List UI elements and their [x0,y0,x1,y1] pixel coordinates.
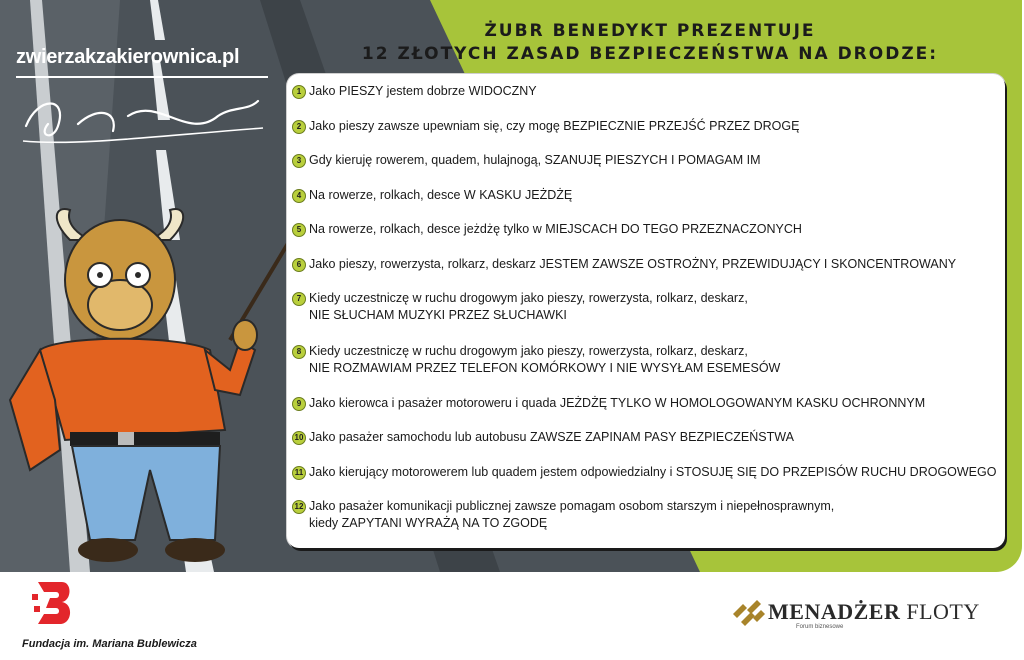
brand-name-bold: MENADŻER [768,599,901,624]
signature [18,86,268,156]
rule-number-badge: 3 [292,154,306,168]
rule-text: Jako kierowca i pasażer motoroweru i quada JEŻDŻĘ TYLKO W HOMOLOGOWANYM KASKU OCHRONNYM [309,396,926,410]
rule-text: Jako pieszy, rowerzysta, rolkarz, deskarz JESTEM ZAWSZE OSTROŻNY, PRZEWIDUJĄCY I SKONCENTROWANY [309,257,957,271]
rule-text: Gdy kieruję rowerem, quadem, hulajnogą, SZANUJĘ PIESZYCH I POMAGAM IM [309,153,761,167]
rule-text-line-2: NIE ROZMAWIAM PRZEZ TELEFON KOMÓRKOWY I NIE WYSYŁAM ESEMESÓW [309,361,781,375]
rule-text: Jako pasażer samochodu lub autobusu ZAWSZE ZAPINAM PASY BEZPIECZEŃSTWA [309,430,794,444]
rule-text-line-2: kiedy ZAPYTANI WYRAŻĄ NA TO ZGODĘ [309,516,548,530]
foundation-name: Fundacja im. Mariana Bublewicza [22,638,197,650]
rule-number-badge: 2 [292,120,306,134]
title-line-1: ŻUBR BENEDYKT PREZENTUJE [484,21,816,41]
poster-title [290,20,1010,66]
rule-number-badge: 4 [292,189,306,203]
rule-text: Na rowerze, rolkach, desce jeżdżę tylko w MIEJSCACH DO TEGO PRZEZNACZONYCH [309,222,802,236]
foundation-logo-icon [32,578,72,628]
rule-number-badge: 7 [292,292,306,306]
rule-text: Kiedy uczestniczę w ruchu drogowym jako pieszy, rowerzysta, rolkarz, deskarz, [309,291,748,305]
rule-text: Jako pasażer komunikacji publicznej zawsze pomagam osobom starszym i niepełnosprawnym, [309,499,835,513]
title-line-2: 12 ZŁOTYCH ZASAD BEZPIECZEŃSTWA NA DRODZE: [361,44,939,64]
brand-subtitle: Forum biznesowe [796,624,844,630]
website-url: zwierzakzakierownica.pl [16,46,240,68]
rule-text: Jako pieszy zawsze upewniam się, czy mogę BEZPIECZNIE PRZEJŚĆ PRZEZ DROGĘ [309,119,800,133]
rule-number-badge: 12 [292,500,306,514]
rule-number-badge: 6 [292,258,306,272]
bison-character [0,200,300,572]
brand-name-light: FLOTY [900,599,980,624]
rule-number-badge: 10 [292,431,306,445]
rule-text-line-2: NIE SŁUCHAM MUZYKI PRZEZ SŁUCHAWKI [309,308,567,322]
rule-text: Jako kierujący motorowerem lub quadem jestem odpowiedzialny i STOSUJĘ SIĘ DO PRZEPISÓW RUCHU DROGOWEGO [309,465,997,479]
rule-text: Na rowerze, rolkach, desce W KASKU JEŻDŻĘ [309,188,573,202]
rule-number-badge: 1 [292,85,306,99]
rule-text: Jako PIESZY jestem dobrze WIDOCZNY [309,84,537,98]
divider [16,76,268,78]
rule-number-badge: 9 [292,397,306,411]
rules-panel [287,74,1005,548]
rule-number-badge: 8 [292,345,306,359]
rule-text: Kiedy uczestniczę w ruchu drogowym jako pieszy, rowerzysta, rolkarz, deskarz, [309,344,748,358]
rule-number-badge: 11 [292,466,306,480]
menadzer-floty-logo-icon [733,600,765,628]
brand-name [768,599,980,625]
rule-number-badge: 5 [292,223,306,237]
